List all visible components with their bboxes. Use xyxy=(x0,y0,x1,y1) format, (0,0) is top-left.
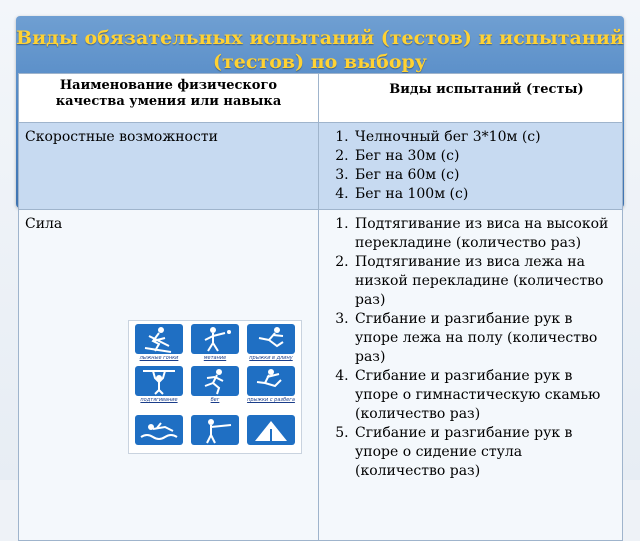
quality-cell: Скоростные возможности xyxy=(19,123,319,210)
picto-caption: прыжки с разбега xyxy=(247,397,295,403)
picto-caption: прыжки в длину xyxy=(249,355,293,361)
list-item: 2. Подтягивание из виса лежа на низкой перекладине (количество раз) xyxy=(353,253,616,310)
list-item: 2. Бег на 30м (с) xyxy=(353,147,616,166)
swimming-icon xyxy=(135,415,183,445)
skiing-icon xyxy=(135,324,183,354)
list-item: 5. Сгибание и разгибание рук в упоре о сидение стула (количество раз) xyxy=(353,424,616,481)
header-quality: Наименование физического качества умения или навыка xyxy=(19,74,319,123)
picto-caption: бег xyxy=(210,397,220,403)
picto-caption: подтягивание xyxy=(140,397,178,403)
tests-cell xyxy=(319,210,623,541)
table-row xyxy=(19,210,623,541)
tests-table-container xyxy=(18,73,622,493)
long-jump-icon xyxy=(247,324,295,354)
pull-up-icon xyxy=(135,366,183,396)
list-item: 3. Бег на 60м (с) xyxy=(353,166,616,185)
shooting-icon xyxy=(191,415,239,445)
table-header-row xyxy=(19,74,623,123)
list-item: 4. Бег на 100м (с) xyxy=(353,185,616,204)
quality-cell: Сила xyxy=(19,210,319,541)
table-row xyxy=(19,123,623,210)
list-item: 3. Сгибание и разгибание рук в упоре лежа на полу (количество раз) xyxy=(353,310,616,367)
sport-pictograms xyxy=(128,320,302,454)
picto-caption: лыжные гонки xyxy=(139,355,179,361)
tests-list xyxy=(325,128,616,204)
slide-title: Виды обязательных испытаний (тестов) и испытаний (тестов) по выбору xyxy=(16,27,624,73)
picto-caption: метание xyxy=(203,355,227,361)
list-item: 1. Челночный бег 3*10м (с) xyxy=(353,128,616,147)
throwing-icon xyxy=(191,324,239,354)
header-tests xyxy=(319,74,623,123)
tent-icon xyxy=(247,415,295,445)
running-icon xyxy=(191,366,239,396)
list-item: 1. Подтягивание из виса на высокой перекладине (количество раз) xyxy=(353,215,616,253)
header-tests-label: Виды испытаний (тесты) xyxy=(389,82,584,97)
tests-table xyxy=(18,73,623,541)
running-jump-icon xyxy=(247,366,295,396)
tests-cell xyxy=(319,123,623,210)
tests-list xyxy=(325,215,616,481)
list-item: 4. Сгибание и разгибание рук в упоре о гимнастическую скамью (количество раз) xyxy=(353,367,616,424)
